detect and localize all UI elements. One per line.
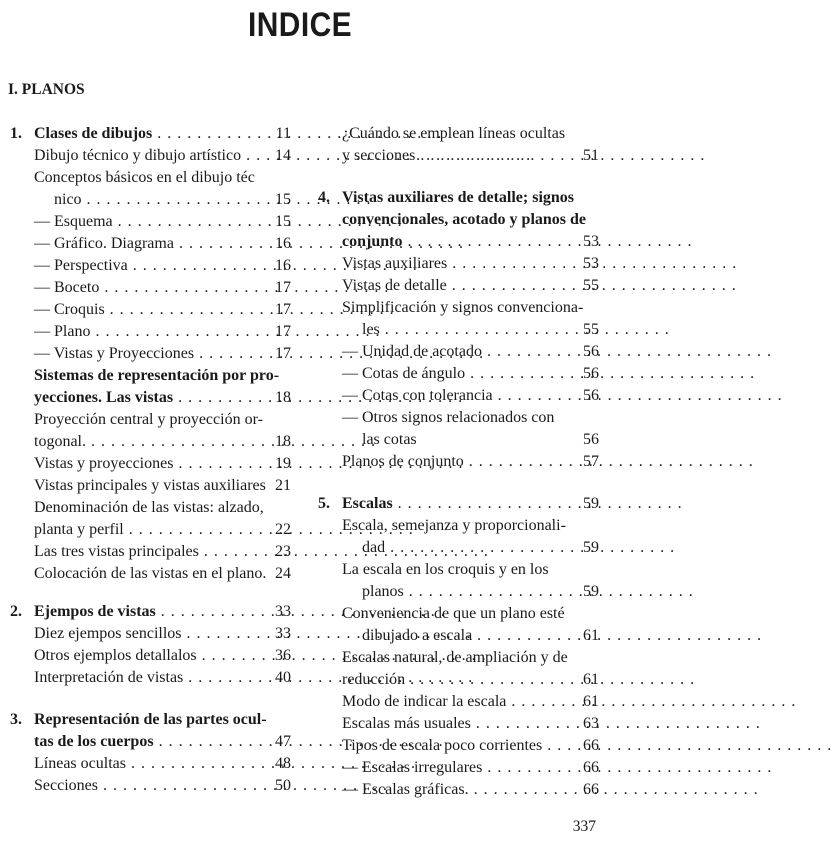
toc-entry-page: 63 <box>583 715 599 732</box>
toc-entry-title: Vistas auxiliares de detalle; signos <box>342 189 575 206</box>
toc-entry <box>10 211 291 233</box>
toc-entry-page: 55 <box>583 321 599 338</box>
toc-entry-title: — Otros signos relacionados con <box>342 409 555 426</box>
toc-entry-title: les . . <box>362 319 550 341</box>
toc-entry <box>10 709 291 731</box>
toc-entry-title: Vistas de detalle . . <box>342 275 550 297</box>
toc-entry <box>10 321 291 343</box>
toc-entry <box>318 603 599 625</box>
toc-entry-title: conjunto . . <box>342 231 550 253</box>
section-number: 4. <box>318 189 330 206</box>
section-number: 5. <box>318 495 330 512</box>
toc-entry <box>318 559 599 581</box>
toc-entry-page: 16 <box>275 257 291 274</box>
toc-entry-title: Proyección central y proyección or- <box>34 411 263 428</box>
toc-entry <box>10 497 291 519</box>
toc-entry-page: 23 <box>275 543 291 560</box>
toc-entry <box>10 623 291 645</box>
toc-entry-page: 66 <box>583 781 599 798</box>
toc-entry-title: Colocación de las vistas en el plano. <box>34 565 267 582</box>
section-number: 1. <box>10 125 22 142</box>
toc-entry-title: nico . . <box>54 189 242 211</box>
toc-entry-title: Diez ejempos sencillos . . <box>34 623 242 645</box>
toc-entry-title: Escalas más usuales . . <box>342 713 550 735</box>
toc-entry-title: y secciones . . <box>342 145 550 167</box>
toc-entry <box>318 735 599 757</box>
toc-entry <box>10 233 291 255</box>
toc-entry-title: — Croquis . . <box>34 299 242 321</box>
toc-entry-title: las cotas <box>362 431 417 448</box>
toc-entry <box>10 145 291 167</box>
toc-entry-title: tas de los cuerpos . . <box>34 731 242 753</box>
toc-entry <box>318 275 599 297</box>
toc-entry <box>10 409 291 431</box>
toc-entry-title: Ejempos de vistas . . <box>34 601 242 623</box>
toc-entry-title: Vistas principales y vistas auxiliares <box>34 477 266 494</box>
toc-entry-title: Denominación de las vistas: alzado, <box>34 499 264 516</box>
toc-entry-page: 56 <box>583 431 599 448</box>
toc-entry-page: 59 <box>583 495 599 512</box>
toc-entry-title: togonal. . . <box>34 431 242 453</box>
toc-entry <box>318 669 599 691</box>
toc-entry-page: 17 <box>275 345 291 362</box>
toc-entry-page: 50 <box>275 777 291 794</box>
toc-entry-page: 15 <box>275 191 291 208</box>
toc-entry <box>10 343 291 365</box>
toc-entry <box>10 645 291 667</box>
toc-entry <box>318 493 599 515</box>
toc-entry-title: — Esquema . . <box>34 211 242 233</box>
toc-entry <box>10 667 291 689</box>
toc-entry-title: dibujado a escala . . <box>362 625 550 647</box>
toc-entry <box>10 431 291 453</box>
toc-entry-page: 33 <box>275 603 291 620</box>
toc-entry-page: 57 <box>583 453 599 470</box>
toc-entry-title: Conceptos básicos en el dibujo téc <box>34 169 255 186</box>
page-number: 337 <box>572 818 596 835</box>
toc-entry <box>10 189 291 211</box>
toc-entry-page: 22 <box>275 521 291 538</box>
toc-entry <box>318 363 599 385</box>
toc-entry-title: — Escalas gráficas. . . <box>342 779 550 801</box>
toc-entry <box>318 341 599 363</box>
toc-entry <box>318 253 599 275</box>
page-title: INDICE <box>247 6 353 44</box>
toc-entry <box>10 387 291 409</box>
toc-entry-page: 17 <box>275 301 291 318</box>
toc-entry-page: 18 <box>275 389 291 406</box>
toc-entry-title: Secciones . . <box>34 775 242 797</box>
toc-entry <box>318 187 599 209</box>
toc-entry-title: — Vistas y Proyecciones . . <box>34 343 242 365</box>
toc-entry-title: — Cotas de ángulo . . <box>342 363 550 385</box>
toc-entry <box>318 385 599 407</box>
toc-entry <box>318 515 599 537</box>
toc-entry-page: 56 <box>583 343 599 360</box>
toc-entry-title: — Unidad de acotado . . <box>342 341 550 363</box>
toc-entry-page: 59 <box>583 583 599 600</box>
toc-entry <box>318 209 599 231</box>
toc-entry-page: 17 <box>275 323 291 340</box>
toc-entry <box>10 475 291 497</box>
toc-entry-page: 16 <box>275 235 291 252</box>
toc-entry-page: 66 <box>583 737 599 754</box>
toc-entry-title: reducción . . <box>342 669 550 691</box>
toc-entry-page: 55 <box>583 277 599 294</box>
toc-entry-page: 59 <box>583 539 599 556</box>
toc-entry-title: Escalas natural, de ampliación y de <box>342 649 568 666</box>
toc-entry-page: 40 <box>275 669 291 686</box>
toc-entry <box>10 541 291 563</box>
toc-entry <box>10 299 291 321</box>
toc-entry <box>318 691 599 713</box>
toc-entry-title: Representación de las partes ocul- <box>34 711 267 728</box>
toc-entry-page: 56 <box>583 387 599 404</box>
toc-entry-title: dad . . <box>362 537 550 559</box>
toc-entry <box>10 277 291 299</box>
toc-entry-title: ¿Cuándo se emplean líneas ocultas <box>342 125 566 142</box>
toc-entry <box>10 731 291 753</box>
toc-entry-title: Otros ejemplos detallalos . . <box>34 645 242 667</box>
part-heading: I. PLANOS <box>8 81 85 98</box>
toc-entry-title: — Perspectiva . . <box>34 255 242 277</box>
toc-entry-page: 47 <box>275 733 291 750</box>
toc-entry-title: Modo de indicar la escala . . <box>342 691 550 713</box>
toc-entry <box>318 231 599 253</box>
toc-entry-title: Simplificación y signos convenciona- <box>342 299 584 316</box>
toc-entry-page: 11 <box>275 125 291 142</box>
toc-entry-page: 51 <box>583 147 599 164</box>
toc-entry <box>318 625 599 647</box>
toc-entry-page: 61 <box>583 671 599 688</box>
toc-entry <box>318 647 599 669</box>
toc-entry-page: 56 <box>583 365 599 382</box>
toc-entry-page: 48 <box>275 755 291 772</box>
toc-entry <box>318 779 599 801</box>
toc-entry <box>10 453 291 475</box>
toc-entry-title: — Cotas con tolerancia . . <box>342 385 550 407</box>
toc-entry-title: Sistemas de representación por pro- <box>34 367 280 384</box>
toc-entry-page: 53 <box>583 255 599 272</box>
toc-entry-title: Clases de dibujos . . <box>34 123 242 145</box>
toc-entry-page: 33 <box>275 625 291 642</box>
toc-entry-title: La escala en los croquis y en los <box>342 561 549 578</box>
toc-entry-page: 53 <box>583 233 599 250</box>
toc-entry <box>318 429 599 451</box>
toc-entry <box>10 123 291 145</box>
section-number: 3. <box>10 711 22 728</box>
toc-entry-title: Vistas auxiliares . . <box>342 253 550 275</box>
toc-entry <box>318 319 599 341</box>
toc-entry <box>318 757 599 779</box>
toc-entry <box>318 407 599 429</box>
toc-entry <box>318 537 599 559</box>
toc-entry-title: Vistas y proyecciones . . <box>34 453 242 475</box>
toc-entry-title: — Plano . . <box>34 321 242 343</box>
toc-entry <box>10 753 291 775</box>
toc-entry-page: 24 <box>275 565 291 582</box>
toc-entry-title: Conveniencia de que un plano esté <box>342 605 565 622</box>
toc-entry-page: 36 <box>275 647 291 664</box>
toc-entry-title: — Gráfico. Diagrama . . <box>34 233 242 255</box>
toc-entry <box>10 365 291 387</box>
toc-entry-page: 14 <box>275 147 291 164</box>
toc-entry <box>318 123 599 145</box>
toc-entry <box>10 167 291 189</box>
toc-entry <box>10 775 291 797</box>
toc-entry-title: Escalas . . <box>342 493 550 515</box>
toc-entry <box>318 145 599 167</box>
toc-entry-title: yecciones. Las vistas . . <box>34 387 242 409</box>
toc-entry-title: Escala, semejanza y proporcionali- <box>342 517 566 534</box>
toc-entry-title: Planos de conjunto . . <box>342 451 550 473</box>
toc-entry <box>318 297 599 319</box>
toc-entry-title: Dibujo técnico y dibujo artístico . . <box>34 145 242 167</box>
toc-entry <box>10 563 291 585</box>
toc-entry-title: Las tres vistas principales . . <box>34 541 242 563</box>
toc-entry <box>318 451 599 473</box>
toc-entry-title: — Boceto . . <box>34 277 242 299</box>
toc-entry-page: 61 <box>583 627 599 644</box>
toc-entry <box>10 255 291 277</box>
toc-entry <box>318 713 599 735</box>
section-number: 2. <box>10 603 22 620</box>
toc-entry-title: Tipos de escala poco corrientes . . <box>342 735 550 757</box>
toc-entry-page: 19 <box>275 455 291 472</box>
toc-entry-title: — Escalas irregulares . . <box>342 757 550 779</box>
toc-entry <box>318 581 599 603</box>
toc-entry-page: 66 <box>583 759 599 776</box>
toc-entry-title: planos . . <box>362 581 550 603</box>
toc-entry <box>10 519 291 541</box>
toc-entry-page: 17 <box>275 279 291 296</box>
toc-entry-page: 18 <box>275 433 291 450</box>
toc-entry-page: 61 <box>583 693 599 710</box>
toc-entry-title: Interpretación de vistas . . <box>34 667 242 689</box>
toc-entry-title: Líneas ocultas . . <box>34 753 242 775</box>
toc-entry <box>10 601 291 623</box>
toc-entry-page: 21 <box>275 477 291 494</box>
toc-entry-title: convencionales, acotado y planos de <box>342 211 587 228</box>
toc-entry-page: 15 <box>275 213 291 230</box>
toc-entry-title: planta y perfil . . <box>34 519 242 541</box>
